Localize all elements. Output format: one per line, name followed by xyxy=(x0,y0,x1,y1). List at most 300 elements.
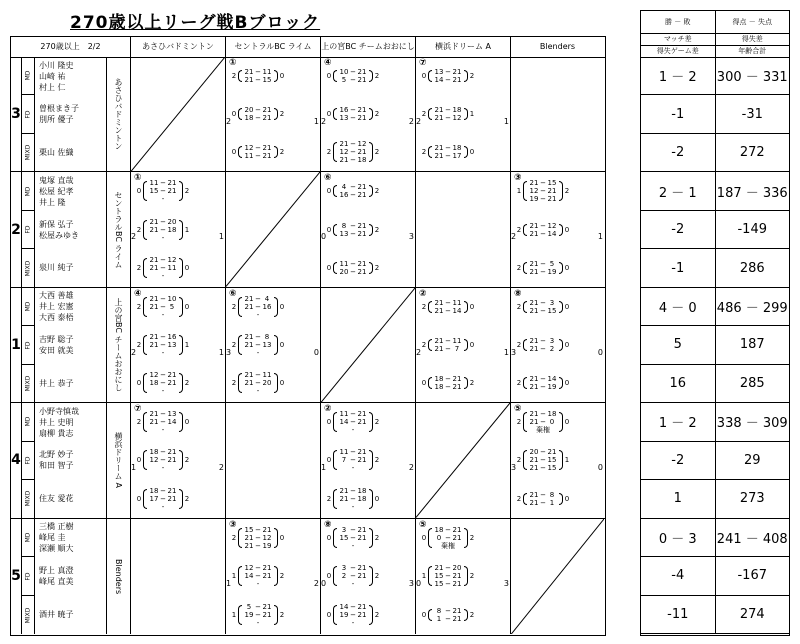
summary-row xyxy=(641,288,789,326)
page-title: 270歳以上リーグ戦Bブロック xyxy=(70,13,321,33)
game-left-wins: 2 xyxy=(136,225,142,234)
match-cell xyxy=(416,519,511,634)
game-left-wins: 0 xyxy=(326,187,332,196)
player-group xyxy=(35,403,106,441)
game-right-wins: 1 xyxy=(184,225,190,234)
set-score xyxy=(243,341,273,349)
summary-block xyxy=(641,403,789,518)
score-bracket xyxy=(428,526,468,550)
set-score xyxy=(338,191,368,199)
set-scores xyxy=(432,375,464,391)
set-right: 8 xyxy=(264,332,270,341)
game-left-wins: 1 xyxy=(421,572,427,581)
set-dash: - xyxy=(161,387,165,396)
set-right: 21 xyxy=(357,610,367,619)
game-left-wins: 2 xyxy=(516,263,522,272)
set-sep: − xyxy=(160,340,166,349)
set-sep: − xyxy=(445,106,451,115)
team-name: あさひバドミントン xyxy=(114,78,123,151)
match-number: ③ xyxy=(229,519,237,530)
set-score xyxy=(338,222,368,230)
player-name: 北野 妙子 xyxy=(39,450,74,460)
match-number: ② xyxy=(324,404,332,415)
match-type-label: MD xyxy=(24,417,32,427)
game-score xyxy=(131,403,225,441)
set-left: 21 xyxy=(339,140,349,149)
set-left: 12 xyxy=(149,371,159,380)
set-right: 21 xyxy=(167,179,177,188)
set-left: 20 xyxy=(529,448,539,457)
set-score xyxy=(433,615,463,623)
set-left: 18 xyxy=(149,379,159,388)
set-right: 21 xyxy=(357,456,367,465)
player-name: 泉川 純子 xyxy=(39,263,74,273)
set-left: 3 xyxy=(341,564,347,573)
set-score xyxy=(148,179,178,187)
set-left: 21 xyxy=(529,344,539,353)
set-sep: − xyxy=(445,375,451,384)
set-left: 2 xyxy=(341,572,347,581)
set-dash: - xyxy=(256,348,260,357)
set-scores xyxy=(337,564,369,588)
set-right: 21 xyxy=(452,375,462,384)
game-right-wins: 2 xyxy=(279,572,285,581)
set-score xyxy=(433,337,463,345)
set-score xyxy=(528,268,558,276)
game-right-wins: 2 xyxy=(279,610,285,619)
team-row xyxy=(11,288,605,403)
summary-row xyxy=(641,134,789,172)
set-right: 11 xyxy=(262,68,272,77)
score-bracket xyxy=(523,337,563,353)
game-left-wins: 2 xyxy=(516,456,522,465)
game-list xyxy=(321,57,415,171)
set-sep: − xyxy=(445,344,451,353)
set-left: 18 xyxy=(149,448,159,457)
team-name-vertical xyxy=(107,172,131,286)
game-score xyxy=(321,57,415,95)
player-group xyxy=(35,326,106,364)
game-right-wins: 0 xyxy=(469,340,475,349)
set-score xyxy=(338,580,368,588)
set-right: 21 xyxy=(357,410,367,419)
set-right: 21 xyxy=(452,572,462,581)
set-sep: − xyxy=(540,456,546,465)
set-sep: − xyxy=(255,572,261,581)
diagonal-line xyxy=(321,288,415,402)
set-sep: − xyxy=(255,76,261,85)
set-score xyxy=(433,607,463,615)
set-scores xyxy=(527,222,559,238)
game-score xyxy=(131,249,225,287)
set-right: 11 xyxy=(452,298,462,307)
game-score xyxy=(131,479,225,517)
set-score xyxy=(338,114,368,122)
set-right: 18 xyxy=(357,156,367,165)
match-type xyxy=(22,519,34,558)
set-score xyxy=(528,491,558,499)
set-scores xyxy=(527,491,559,507)
game-left-wins: 0 xyxy=(326,72,332,81)
set-left: 21 xyxy=(149,263,159,272)
match-number: ⑧ xyxy=(514,288,522,299)
game-left-wins: 0 xyxy=(326,263,332,272)
set-right: 16 xyxy=(167,332,177,341)
game-right-wins: 0 xyxy=(564,340,570,349)
summary-row xyxy=(641,211,789,249)
set-right: 10 xyxy=(167,294,177,303)
set-left: 21 xyxy=(434,298,444,307)
game-left-wins: 0 xyxy=(326,572,332,581)
set-scores xyxy=(242,333,274,357)
set-right: 21 xyxy=(452,614,462,623)
match-type-label: MIXD xyxy=(24,260,32,276)
set-left: 15 xyxy=(244,525,254,534)
set-score xyxy=(148,456,178,464)
summary-head-age: 年齢合計 xyxy=(738,47,767,55)
match-win-left: 2 xyxy=(321,117,327,126)
team-name-vertical xyxy=(107,519,131,634)
player-group xyxy=(35,249,106,287)
set-score xyxy=(528,187,558,195)
set-right: 21 xyxy=(357,114,367,123)
game-list xyxy=(511,403,604,517)
set-left: 21 xyxy=(149,255,159,264)
game-left-wins: 2 xyxy=(231,302,237,311)
player-group xyxy=(35,364,106,402)
set-scores xyxy=(337,183,369,199)
set-scores xyxy=(242,106,274,122)
score-bracket xyxy=(428,144,468,160)
set-score xyxy=(528,448,558,456)
set-scores xyxy=(147,333,179,357)
set-sep: − xyxy=(445,564,451,573)
player-name: 和田 智子 xyxy=(39,461,74,471)
score-bracket xyxy=(523,179,563,203)
summary-gd: -1 xyxy=(641,249,716,286)
summary-pd: 187 xyxy=(739,337,765,353)
score-bracket xyxy=(143,410,183,434)
set-dash: - xyxy=(351,426,355,435)
game-right-wins: 0 xyxy=(279,302,285,311)
set-left: 21 xyxy=(529,179,539,188)
player-name: 曽根まき子 xyxy=(39,104,79,114)
set-sep: − xyxy=(255,564,261,573)
player-list xyxy=(35,403,107,517)
set-sep: − xyxy=(445,572,451,581)
set-score xyxy=(528,260,558,268)
set-right: 19 xyxy=(262,541,272,550)
set-sep: − xyxy=(445,144,451,153)
set-score xyxy=(528,179,558,187)
player-group xyxy=(35,95,106,133)
set-score xyxy=(338,106,368,114)
set-sep: − xyxy=(160,225,166,234)
match-type xyxy=(22,442,34,480)
set-sep: − xyxy=(255,68,261,77)
match-types xyxy=(22,288,35,402)
set-score xyxy=(338,464,368,472)
player-group xyxy=(35,557,106,595)
score-bracket xyxy=(238,144,278,160)
set-left: 21 xyxy=(529,298,539,307)
set-right: 21 xyxy=(452,533,462,542)
set-right: 21 xyxy=(167,456,177,465)
set-sep: − xyxy=(540,195,546,204)
set-left: 11 xyxy=(339,259,349,268)
set-left: 12 xyxy=(244,144,254,153)
rank: 1 xyxy=(11,288,22,402)
set-scores xyxy=(527,337,559,353)
set-score xyxy=(148,410,178,418)
set-sep: − xyxy=(160,418,166,427)
set-score xyxy=(338,230,368,238)
summary-md: -2 xyxy=(641,211,716,248)
set-sep: − xyxy=(540,221,546,230)
set-right: 14 xyxy=(547,375,557,384)
match-number: ⑧ xyxy=(324,519,332,530)
game-score xyxy=(416,364,510,402)
match-type xyxy=(22,326,34,364)
team-name: 横浜ドリーム A xyxy=(114,432,123,489)
team-name-vertical xyxy=(107,57,131,171)
set-score xyxy=(243,144,273,152)
set-left: 21 xyxy=(244,332,254,341)
summary-row xyxy=(641,326,789,364)
set-score xyxy=(243,152,273,160)
game-list xyxy=(321,403,415,517)
set-left: 19 xyxy=(339,610,349,619)
set-score xyxy=(148,371,178,379)
set-score xyxy=(243,619,273,627)
set-right: 21 xyxy=(547,195,557,204)
game-right-wins: 0 xyxy=(279,379,285,388)
set-dash: - xyxy=(161,426,165,435)
match-win-right: 2 xyxy=(408,117,414,126)
player-list xyxy=(35,172,107,286)
match-type xyxy=(22,134,34,171)
set-score xyxy=(148,295,178,303)
player-group xyxy=(35,519,106,557)
match-win-right: 2 xyxy=(218,463,224,473)
set-right: 20 xyxy=(262,379,272,388)
set-left: 11 xyxy=(339,410,349,419)
summary-row xyxy=(641,596,789,634)
match-number: ⑥ xyxy=(324,173,332,184)
set-left: 21 xyxy=(529,498,539,507)
player-group xyxy=(35,596,106,634)
set-right: 21 xyxy=(357,259,367,268)
set-score xyxy=(243,333,273,341)
team-row xyxy=(11,403,605,518)
player-group xyxy=(35,211,106,249)
set-right: 14 xyxy=(452,306,462,315)
score-bracket xyxy=(523,299,563,315)
self-match-cell xyxy=(321,288,416,402)
set-score xyxy=(338,619,368,627)
set-sep: − xyxy=(540,498,546,507)
set-score xyxy=(148,187,178,195)
player-name: 新保 弘子 xyxy=(39,219,74,229)
match-win-left: 2 xyxy=(416,347,422,357)
game-left-wins: 2 xyxy=(326,148,332,157)
summary-pts: 187 － 336 xyxy=(716,185,788,201)
set-sep: − xyxy=(350,456,356,465)
set-scores xyxy=(527,448,559,472)
player-name: 扇柳 貴志 xyxy=(39,428,74,438)
match-cell xyxy=(226,57,321,171)
team-name: 上の宮BC チームおおにし xyxy=(114,298,123,392)
set-dash: - xyxy=(161,310,165,319)
match-types xyxy=(22,519,35,634)
set-score xyxy=(433,580,463,588)
set-score xyxy=(148,426,178,434)
game-left-wins: 0 xyxy=(136,456,142,465)
match-cell xyxy=(416,172,511,286)
set-left: 21 xyxy=(244,533,254,542)
set-scores xyxy=(337,68,369,84)
set-scores xyxy=(337,526,369,550)
summary-pd: -149 xyxy=(737,222,767,238)
set-left: 21 xyxy=(244,371,254,380)
set-right: 4 xyxy=(264,294,270,303)
set-left: 17 xyxy=(149,494,159,503)
set-score xyxy=(243,114,273,122)
set-right: 13 xyxy=(167,410,177,419)
match-win-right: 1 xyxy=(313,117,319,126)
player-name: 深瀬 順大 xyxy=(39,544,74,554)
set-right: 21 xyxy=(262,114,272,123)
game-right-wins: 2 xyxy=(184,379,190,388)
set-right: 16 xyxy=(262,302,272,311)
score-bracket xyxy=(428,564,468,588)
set-right: 20 xyxy=(452,564,462,573)
game-score xyxy=(416,288,510,326)
set-score xyxy=(338,68,368,76)
team-row xyxy=(11,172,605,287)
score-bracket xyxy=(143,333,183,357)
diagonal-line xyxy=(511,519,604,634)
score-bracket xyxy=(333,526,373,550)
set-left: 21 xyxy=(149,340,159,349)
summary-row xyxy=(641,403,789,441)
player-name: 安田 就美 xyxy=(39,345,74,355)
set-right: 21 xyxy=(262,144,272,153)
game-right-wins: 2 xyxy=(374,533,380,542)
set-sep: − xyxy=(540,418,546,427)
game-score xyxy=(416,95,510,133)
game-right-wins: 0 xyxy=(564,418,570,427)
set-dash: - xyxy=(351,541,355,550)
player-name: 吉野 聡子 xyxy=(39,334,74,344)
set-right: 11 xyxy=(262,371,272,380)
game-score xyxy=(511,249,604,287)
set-left: 12 xyxy=(244,564,254,573)
header-team-4: 横浜ドリーム A xyxy=(416,37,511,57)
forfeit-label: 棄権 xyxy=(441,541,455,550)
set-sep: − xyxy=(445,152,451,161)
set-left: 7 xyxy=(341,456,347,465)
set-left: 5 xyxy=(341,76,347,85)
set-score xyxy=(243,534,273,542)
set-scores xyxy=(147,295,179,319)
game-score xyxy=(511,288,604,326)
set-sep: − xyxy=(540,464,546,473)
set-left: 21 xyxy=(339,494,349,503)
set-score xyxy=(243,387,273,395)
player-name: 住友 愛花 xyxy=(39,494,74,503)
score-bracket xyxy=(238,295,278,319)
set-right: 21 xyxy=(167,494,177,503)
game-left-wins: 2 xyxy=(136,418,142,427)
player-name: 別所 優子 xyxy=(39,115,74,125)
score-bracket xyxy=(333,68,373,84)
summary-row xyxy=(641,57,789,95)
score-bracket xyxy=(143,295,183,319)
set-right: 21 xyxy=(262,602,272,611)
set-score xyxy=(433,534,463,542)
game-list xyxy=(226,519,320,634)
set-right: 1 xyxy=(549,498,555,507)
set-sep: − xyxy=(350,229,356,238)
set-score xyxy=(338,564,368,572)
summary-head-pts: 得点 － 失点 xyxy=(732,18,772,26)
set-sep: − xyxy=(540,336,546,345)
set-sep: − xyxy=(160,217,166,226)
set-sep: − xyxy=(445,606,451,615)
score-bracket xyxy=(238,106,278,122)
game-score xyxy=(511,326,604,364)
score-bracket xyxy=(333,564,373,588)
game-right-wins: 0 xyxy=(469,302,475,311)
game-list xyxy=(226,288,320,402)
score-bracket xyxy=(143,448,183,472)
game-left-wins: 0 xyxy=(326,225,332,234)
set-scores xyxy=(337,260,369,276)
corner-label: 270歳以上 2/2 xyxy=(11,37,131,57)
set-score xyxy=(338,503,368,511)
score-bracket xyxy=(238,564,278,588)
set-left: 1 xyxy=(436,614,442,623)
team-name: Blenders xyxy=(114,558,123,594)
game-score xyxy=(321,172,415,210)
set-score xyxy=(148,487,178,495)
game-right-wins: 0 xyxy=(279,533,285,542)
game-left-wins: 0 xyxy=(326,418,332,427)
set-score xyxy=(433,564,463,572)
game-right-wins: 0 xyxy=(279,340,285,349)
set-score xyxy=(338,603,368,611)
set-score xyxy=(148,272,178,280)
set-score xyxy=(338,156,368,164)
game-left-wins: 2 xyxy=(421,110,427,119)
set-sep: − xyxy=(540,179,546,188)
match-win-left: 0 xyxy=(321,578,327,588)
set-left: 11 xyxy=(244,152,254,161)
game-right-wins: 2 xyxy=(469,572,475,581)
set-right: 21 xyxy=(357,148,367,157)
set-sep: − xyxy=(350,564,356,573)
set-left: 18 xyxy=(434,375,444,384)
game-right-wins: 2 xyxy=(374,72,380,81)
set-score xyxy=(243,295,273,303)
set-sep: − xyxy=(255,371,261,380)
set-right: 21 xyxy=(262,106,272,115)
set-dash: - xyxy=(161,271,165,280)
game-score xyxy=(226,519,320,557)
match-cell xyxy=(321,519,416,634)
game-score xyxy=(226,57,320,95)
